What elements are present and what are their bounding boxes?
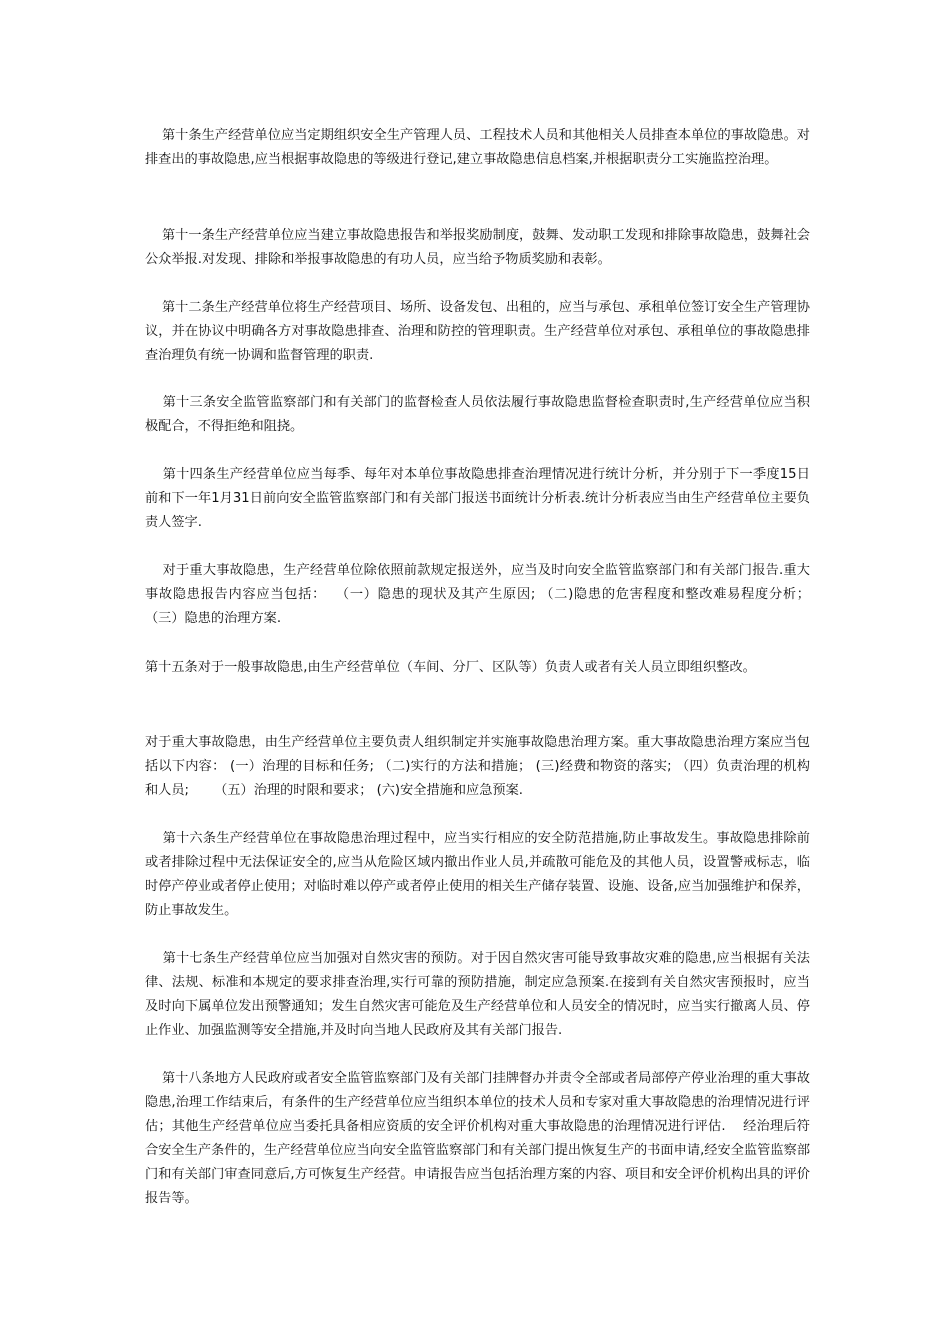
article-18-paragraph: 第十八条地方人民政府或者安全监管监察部门及有关部门挂牌督办并责令全部或者局部停产停业治理的重大事故隐患,治理工作结束后，有条件的生产经营单位应当组织本单位的技术人员和专家对重大事故隐患的治理情况进行评估；其他生产经营单位应当委托具备相应资质的安全评价机构对重大事故隐患的治理情况进行评估. 经治理后符合安全生产条件的，生产经营单位应当向安全监管监察部门和有关部门提出恢复生产的书面申请,经安全监管监察部门和有关部门审查同意后,方可恢复生产经营。申请报告应当包括治理方案的内容、项目和安全评价机构出具的评价报告等。 [145, 1071, 810, 1206]
article-12-paragraph: 第十二条生产经营单位将生产经营项目、场所、设备发包、出租的，应当与承包、承租单位签订安全生产管理协议，并在协议中明确各方对事故隐患排查、治理和防控的管理职责。生产经营单位对承包、承租单位的事故隐患排查治理负有统一协调和监督管理的职责. [145, 300, 810, 363]
article-13-paragraph: 第十三条安全监管监察部门和有关部门的监督检查人员依法履行事故隐患监督检查职责时,生产经营单位应当积极配合，不得拒绝和阻挠。 [145, 395, 810, 434]
major-hazard-report-paragraph: 对于重大事故隐患，生产经营单位除依照前款规定报送外，应当及时向安全监管监察部门和有关部门报告.重大事故隐患报告内容应当包括： （一）隐患的现状及其产生原因; （二)隐患的危害程度和整改难易程度分析； （三）隐患的治理方案. [145, 563, 836, 626]
major-hazard-plan-paragraph: 对于重大事故隐患，由生产经营单位主要负责人组织制定并实施事故隐患治理方案。重大事故隐患治理方案应当包括以下内容： (一）治理的目标和任务; （二)实行的方法和措施； (三)经费和物资的落实; （四）负责治理的机构和人员; （五）治理的时限和要求； (六)安全措施和应急预案. [145, 735, 810, 798]
article-10-paragraph: 第十条生产经营单位应当定期组织安全生产管理人员、工程技术人员和其他相关人员排查本单位的事故隐患。对排查出的事故隐患,应当根据事故隐患的等级进行登记,建立事故隐患信息档案,并根据职责分工实施监控治理。 [145, 128, 810, 167]
article-14-paragraph: 第十四条生产经营单位应当每季、每年对本单位事故隐患排查治理情况进行统计分析，并分别于下一季度15日前和下一年1月31日前向安全监管监察部门和有关部门报送书面统计分析表.统计分析表应当由生产经营单位主要负责人签字. [145, 467, 810, 530]
article-17-paragraph: 第十七条生产经营单位应当加强对自然灾害的预防。对于因自然灾害可能导致事故灾难的隐患,应当根据有关法律、法规、标准和本规定的要求排查治理,实行可靠的预防措施，制定应急预案.在接到有关自然灾害预报时，应当及时向下属单位发出预警通知；发生自然灾害可能危及生产经营单位和人员安全的情况时，应当实行撤离人员、停止作业、加强监测等安全措施,并及时向当地人民政府及其有关部门报告. [145, 951, 810, 1038]
article-16-paragraph: 第十六条生产经营单位在事故隐患治理过程中，应当实行相应的安全防范措施,防止事故发生。事故隐患排除前或者排除过程中无法保证安全的,应当从危险区域内撤出作业人员,并疏散可能危及的其他人员，设置警戒标志，临时停产停业或者停止使用；对临时难以停产或者停止使用的相关生产储存装置、设施、设备,应当加强维护和保养，防止事故发生。 [145, 831, 810, 918]
article-11-paragraph: 第十一条生产经营单位应当建立事故隐患报告和举报奖励制度，鼓舞、发动职工发现和排除事故隐患，鼓舞社会公众举报.对发现、排除和举报事故隐患的有功人员，应当给予物质奖励和表彰。 [145, 228, 810, 267]
article-15-paragraph: 第十五条对于一般事故隐患,由生产经营单位（车间、分厂、区队等）负责人或者有关人员立即组织整改。 [145, 660, 756, 675]
